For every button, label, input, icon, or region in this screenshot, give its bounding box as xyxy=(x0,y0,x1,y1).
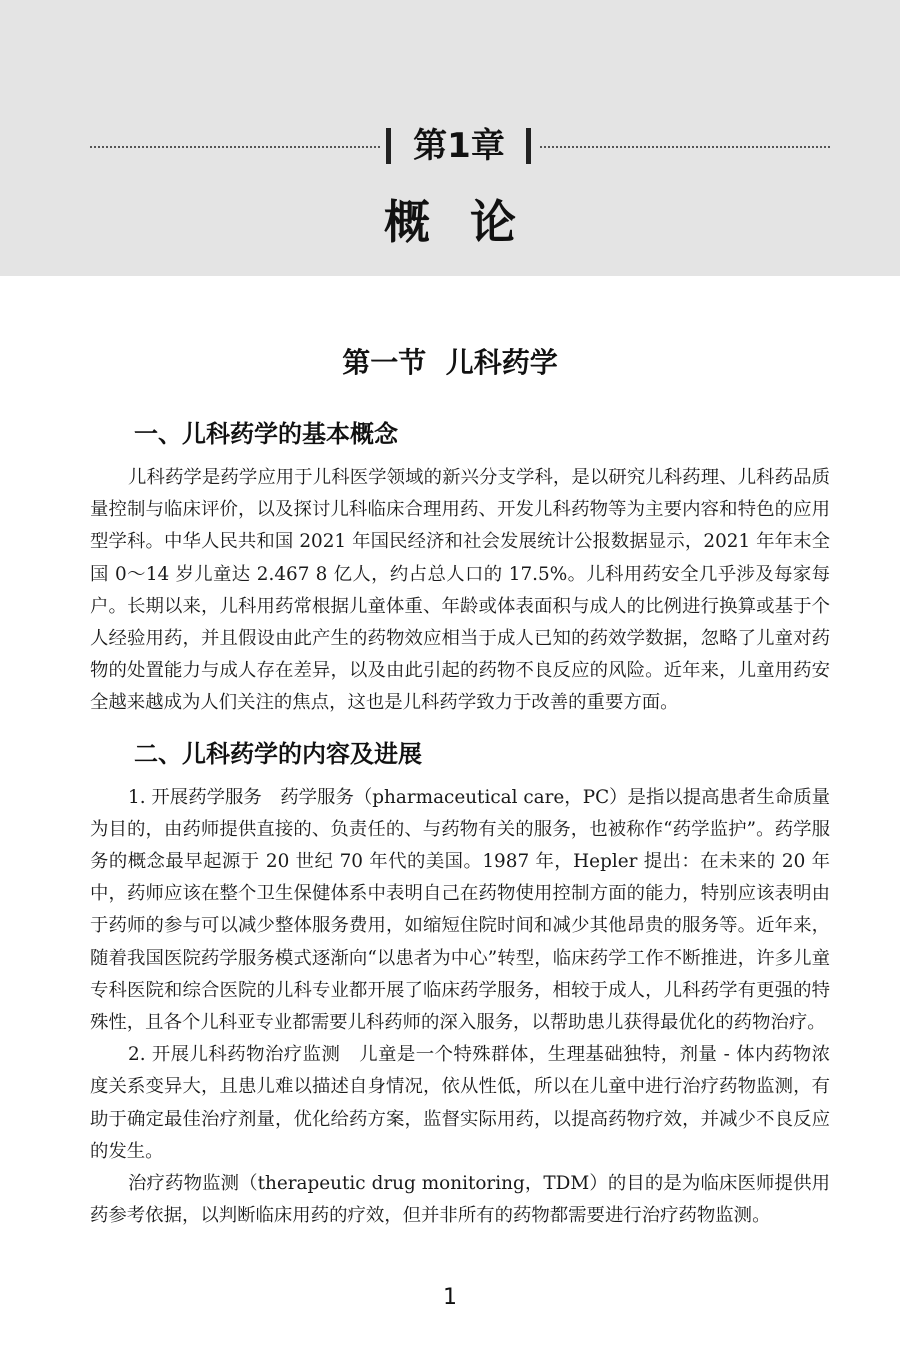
paragraph-pharmaceutical-care: 1. 开展药学服务 药学服务（pharmaceutical care，PC）是指以提高患者生命质量为目的，由药师提供直接的、负责任的、与药物有关的服务，也被称作“药学监护”。药学服务的概念最早起源于 20 世纪 70 年代的美国。1987 年，Hepler 提出：在未来的 20 年中，药师应该在整个卫生保健体系中表明自己在药物使用控制方面的能力，特别应该表明由于药师的参与可以减少整体服务费用，如缩短住院时间和减少其他昂贵的服务等。近年来，随着我国医院药学服务模式逐渐向“以患者为中心”转型，临床药学工作不断推进，许多儿童专科医院和综合医院的儿科专业都开展了临床药学服务，相较于成人，儿科药学有更强的特殊性，且各个儿科亚专业都需要儿科药师的深入服务，以帮助患儿获得最优化的药物治疗。 xyxy=(90,786,830,1034)
subsection-heading-basic-concept: 一、儿科药学的基本概念 xyxy=(134,420,398,448)
section-title: 第一节 儿科药学 xyxy=(342,346,558,379)
chapter-bar-left xyxy=(386,128,391,164)
page-body xyxy=(90,410,830,1232)
chapter-label-row xyxy=(0,120,900,174)
subsection-heading-content-progress: 二、儿科药学的内容及进展 xyxy=(134,739,422,768)
chapter-header-band xyxy=(0,0,900,276)
dotted-rule-right xyxy=(540,146,830,148)
chapter-bar-right xyxy=(526,128,531,164)
chapter-title: 概论 xyxy=(384,195,556,249)
paragraph-basic-concept: 儿科药学是药学应用于儿科医学领域的新兴分支学科，是以研究儿科药理、儿科药品质量控制与临床评价，以及探讨儿科临床合理用药、开发儿科药物等为主要内容和特色的应用型学科。中华人民共和国 2021 年国民经济和社会发展统计公报数据显示，2021 年年末全国 0～14 岁儿童达 2.467 8 亿人，约占总人口的 17.5%。儿科用药安全几乎涉及每家每户。长期以来，儿科用药常根据儿童体重、年龄或体表面积与成人的比例进行换算或基于个人经验用药，并且假设由此产生的药物效应相当于成人已知的药效学数据，忽略了儿童对药物的处置能力与成人存在差异，以及由此引起的药物不良反应的风险。近年来，儿童用药安全越来越成为人们关注的焦点，这也是儿科药学致力于改善的重要方面。 xyxy=(90,467,830,714)
paragraph-drug-monitoring: 2. 开展儿科药物治疗监测 儿童是一个特殊群体，生理基础独特，剂量 - 体内药物浓度关系变异大，且患儿难以描述自身情况，依从性低，所以在儿童中进行治疗药物监测，有助于确定最佳治疗剂量，优化给药方案，监督实际用药，以提高药物疗效，并减少不良反应的发生。 xyxy=(90,1044,830,1162)
dotted-rule-left xyxy=(90,146,380,148)
paragraph-tdm: 治疗药物监测（therapeutic drug monitoring，TDM）的目的是为临床医师提供用药参考依据，以判断临床用药的疗效，但并非所有的药物都需要进行治疗药物监测。 xyxy=(90,1173,830,1227)
page-number: 1 xyxy=(443,1285,457,1310)
chapter-label: 第1章 xyxy=(413,126,505,166)
